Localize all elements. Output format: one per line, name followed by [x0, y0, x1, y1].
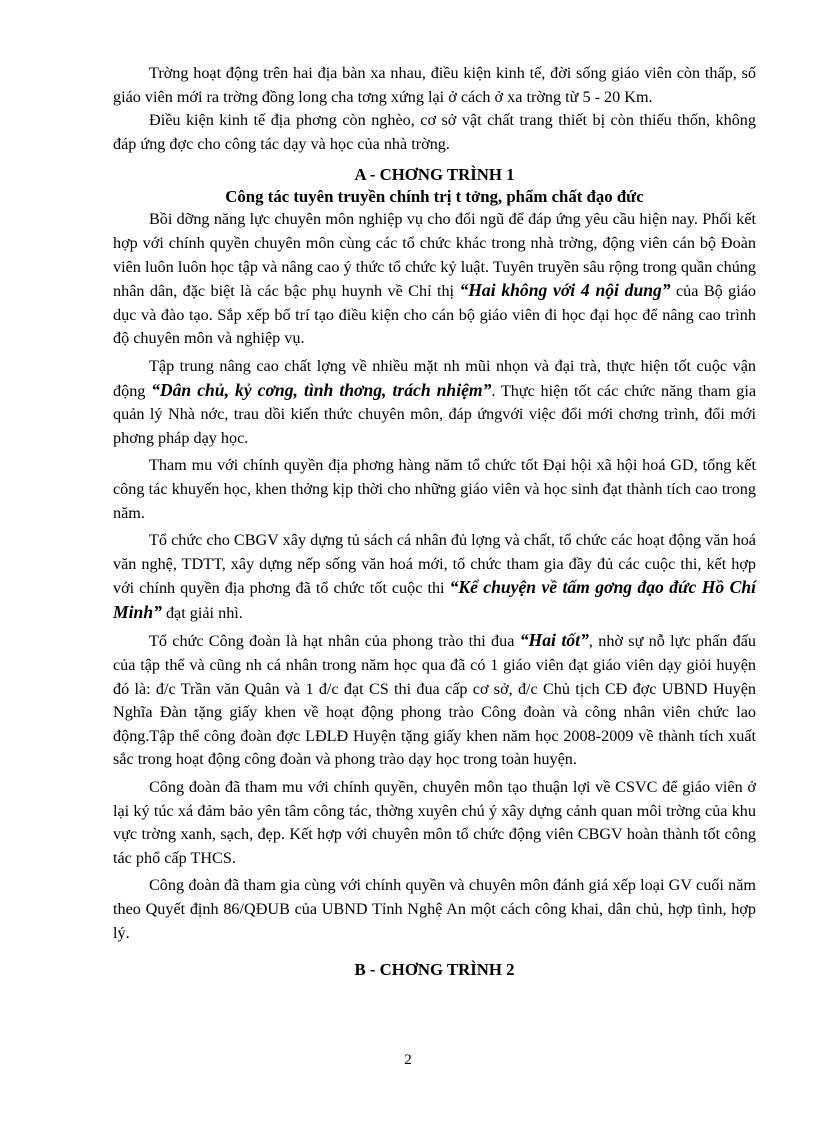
emphasis-quote: “Hai không với 4 nội dung”: [459, 280, 671, 301]
emphasis-quote: “Kể chuyện về tấm gơng đạo đức Hồ Chí Minh”: [113, 577, 756, 622]
paragraph-union: [113, 629, 756, 772]
section-a-heading: A - CHƠNG TRÌNH 1: [354, 165, 515, 185]
paragraph-text: Bồi dỡng năng lực chuyên môn nghiệp vụ cho đổi ngũ để đáp ứng yêu cầu hiện nay. Phối kết hợp với chính quyền chuyên môn cùng các tổ chức khác trong nhà trờng, động viên cán bộ Đoàn viên luôn luôn học tập và nâng cao ý thức tổ chức kỷ luật. Tuyên truyền sâu rộng trong quần chúng nhân dân, đặc biệt là các bậc phụ huynh về Chỉ thị: [113, 210, 756, 301]
paragraph-text: đạt giải nhì.: [161, 603, 243, 622]
paragraph-text: Tổ chức Công đoàn là hạt nhân của phong trào thi đua: [149, 632, 520, 651]
paragraph-activities: [113, 529, 756, 625]
emphasis-quote: “Hai tốt”: [519, 630, 589, 651]
intro-paragraph-2: Điều kiện kinh tế địa phơng còn nghèo, cơ sở vật chất trang thiết bị còn thiếu thốn, không đáp ứng đợc cho công tác dạy và học của nhà trờng.: [113, 111, 756, 153]
paragraph-text: . Thực hiện tốt các chức năng tham gia quản lý Nhà nớc, trau dồi kiến thức chuyên môn, đáp ứngvới việc đổi mới chơng trình, đổi mới phơng pháp dạy học.: [113, 381, 756, 447]
emphasis-quote: “Dân chủ, kỷ cơng, tình thơng, trách nhiệm”: [151, 379, 492, 400]
section-a-subheading: Công tác tuyên truyền chính trị t tởng, phẩm chất đạo đức: [225, 187, 644, 207]
paragraph-advisory: Tham mu với chính quyền địa phơng hàng năm tổ chức tốt Đại hội xã hội hoá GD, tổng kết công tác khuyến học, khen thởng kịp thời cho những giáo viên và học sinh đạt thành tích cao trong năm.: [113, 456, 756, 522]
document-page: [113, 62, 756, 981]
paragraph-quality: [113, 355, 756, 450]
paragraph-training: [113, 208, 756, 351]
paragraph-text: Tổ chức cho CBGV xây dựng tủ sách cá nhân đủ lợng và chất, tổ chức các hoạt động văn hoá văn nghệ, TDTT, xây dựng nếp sống văn hoá mới, tổ chức tham gia đầy đủ các cuộc thi, kết hợp với chính quyền địa phơng đã tổ chức tốt cuộc thi: [113, 531, 756, 598]
intro-paragraph-1: Trờng hoạt động trên hai địa bàn xa nhau, điều kiện kinh tế, đời sống giáo viên còn thấp, số giáo viên mới ra trờng đồng long cha tơng xứng lại ở cách ở xa trờng từ 5 - 20 Km.: [113, 64, 756, 106]
page-number: 2: [404, 1052, 412, 1068]
paragraph-text: Tập trung nâng cao chất lợng về nhiều mặt nh mũi nhọn và đại trà, thực hiện tốt cuộc vận động: [113, 356, 756, 400]
paragraph-text: của Bộ giáo dục và đào tạo. Sắp xếp bố trí tạo điều kiện cho cán bộ giáo viên đi học đại học để nâng cao trình độ chuyên môn và nghiệp vụ.: [113, 282, 756, 348]
paragraph-evaluation: Công đoàn đã tham gia cùng với chính quyền và chuyên môn đánh giá xếp loại GV cuối năm theo Quyết định 86/QĐUB của UBND Tỉnh Nghệ An một cách công khai, dân chủ, hợp tình, hợp lý.: [113, 876, 756, 942]
section-b-heading: B - CHƠNG TRÌNH 2: [354, 960, 515, 980]
paragraph-facilities: Công đoàn đã tham mu với chính quyền, chuyên môn tạo thuận lợi về CSVC để giáo viên ở lại ký túc xá đảm bảo yên tâm công tác, thờng xuyên chú ý xây dựng cảnh quan môi trờng của khu vực trờng xanh, sạch, đẹp. Kết hợp với chuyên môn tổ chức động viên CBGV hoàn thành tốt công tác phổ cấp THCS.: [113, 778, 756, 867]
paragraph-text: , nhờ sự nỗ lực phấn đấu của tập thể và cũng nh cá nhân trong năm học qua đã có 1 giáo viên đạt giáo viên dạy giỏi huyện đó là: đ/c Trần văn Quân và 1 đ/c đạt CS thi đua cấp cơ sở, đ/c Chủ tịch CĐ đợc UBND Huyện Nghĩa Đàn tặng giấy khen về hoạt động phong trào Công đoàn và công nhân viên chức lao động.Tập thể công đoàn đợc LĐLĐ Huyện tặng giấy khen năm học 2008-2009 về thành tích xuất sắc trong hoạt động công đoàn và phong trào dạy học trong toàn huyện.: [113, 632, 757, 769]
